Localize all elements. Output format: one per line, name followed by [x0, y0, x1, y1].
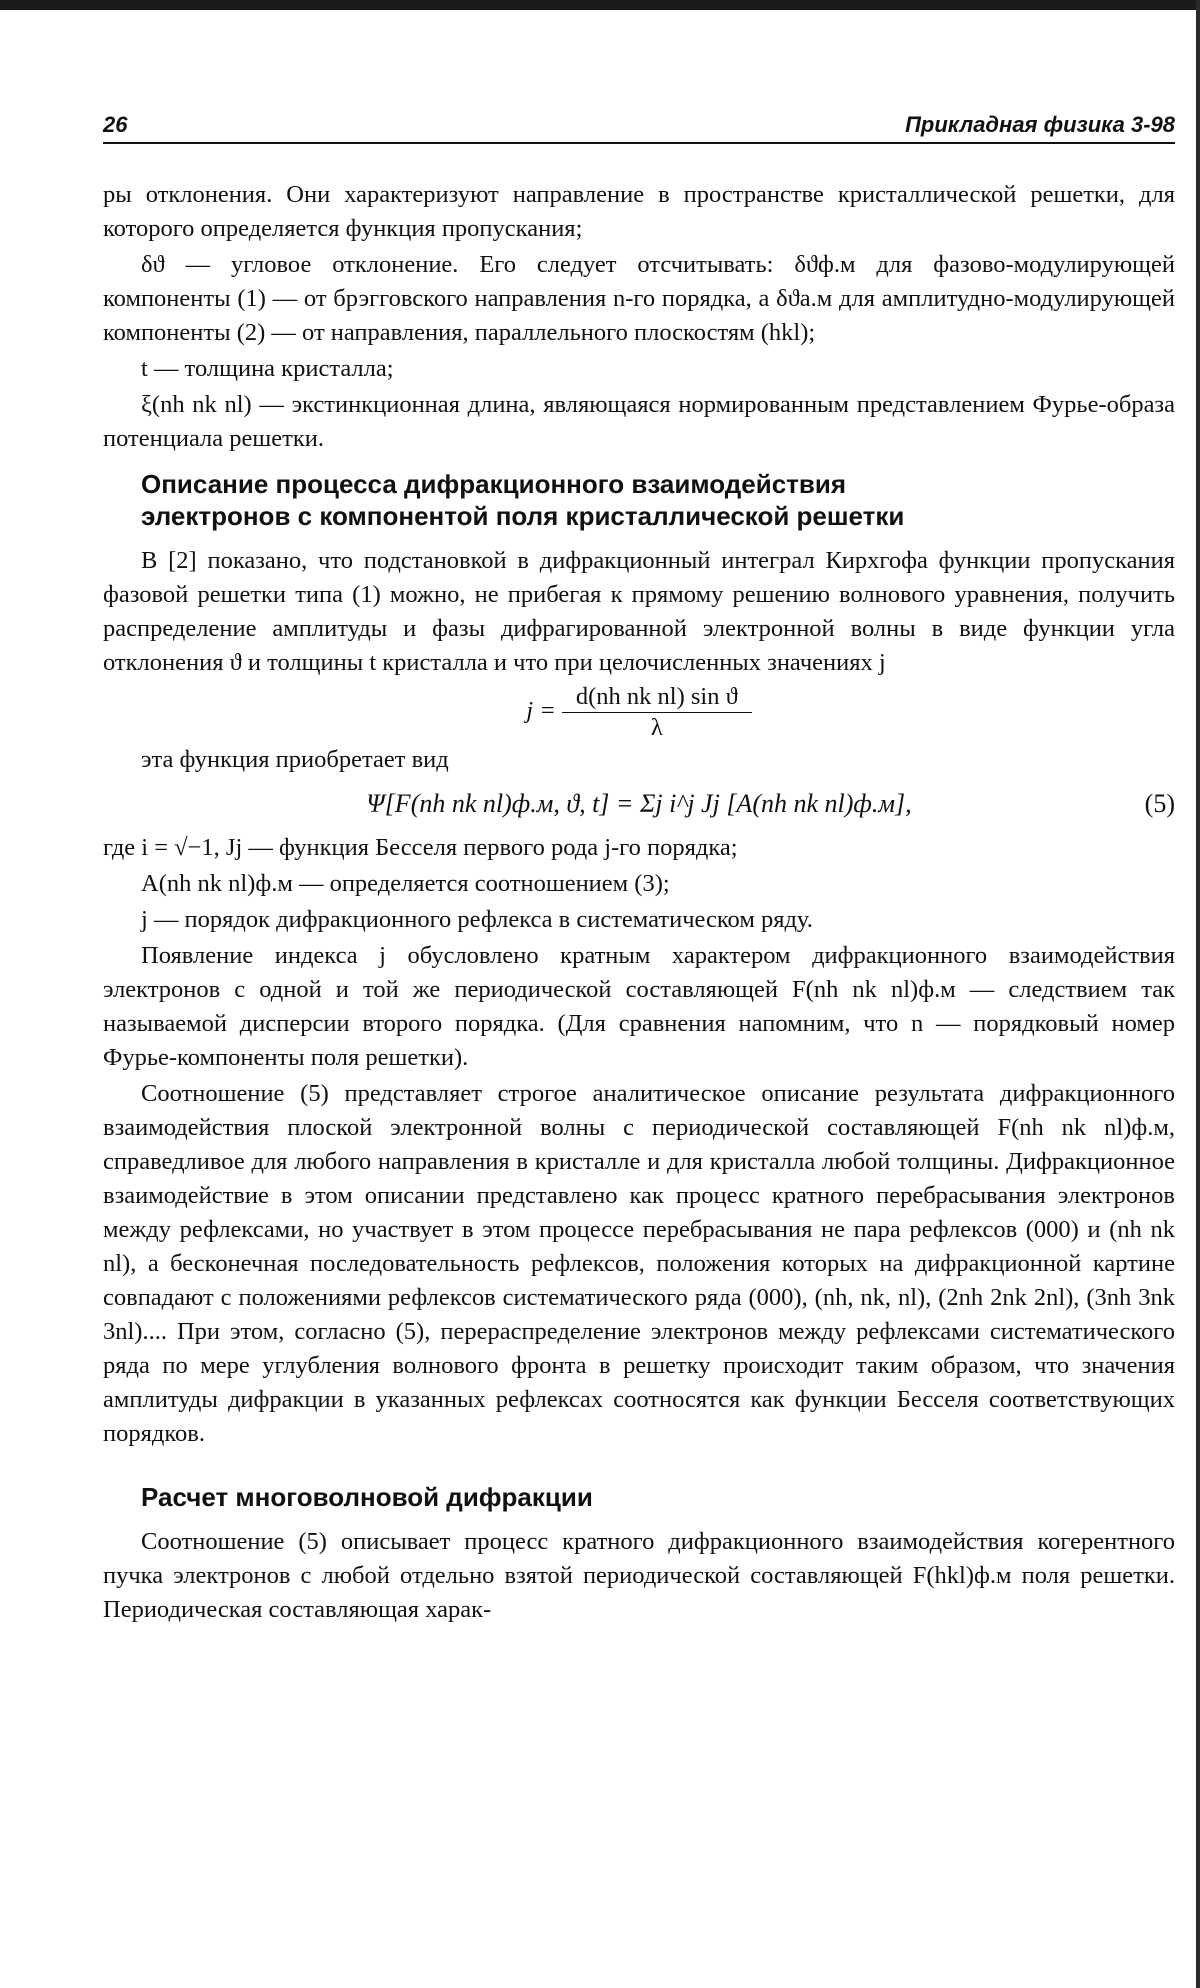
scan-edge-top [0, 0, 1200, 10]
scan-edge-right [1196, 0, 1200, 1988]
running-head [103, 112, 1175, 144]
formula-5-lead: эта функция приобретает вид [141, 746, 449, 773]
article-body [103, 178, 1175, 1627]
section-heading-diffraction [141, 468, 1175, 532]
section1-paragraph-3: Соотношение (5) представляет строгое аналитическое описание результата дифракционного взаимодействия плоской электронной волны с периодической составляющей F(nh nk nl)ф.м, справедливое для любого направления в кристалле и для кристалла любой толщины. Дифракционное взаимодействие в этом описании представлено как процесс кратного перебрасывания электронов между рефлексами, но участвует в этом процессе перебрасывания не пара рефлексов (000) и (nh nk nl), а бесконечная последовательность рефлексов, положения которых на дифракционной картине совпадают с положениями рефлексов систематического ряда (000), (nh, nk, nl), (2nh 2nk 2nl), (3nh 3nk 3nl).... При этом, согласно (5), перераспределение электронов между рефлексами систематического ряда по мере углубления волнового фронта в решетку происходит таким образом, что значения амплитуды дифракции в указанных рефлексах соотносятся как функции Бесселя соответствующих порядков. [103, 1080, 1175, 1447]
where-line-3: j — порядок дифракционного рефлекса в систематическом ряду. [141, 906, 813, 933]
page-number: 26 [103, 112, 128, 137]
formula-5 [103, 787, 1175, 821]
section-heading-multiwave: Расчет многоволновой дифракции [141, 1482, 593, 1512]
section2-paragraph-1: Соотношение (5) описывает процесс кратного дифракционного взаимодействия когерентного пучка электронов с любой отдельно взятой периодической составляющей F(hkl)ф.м поля решетки. Периодическая составляющая харак- [103, 1528, 1175, 1623]
formula-j-fraction [562, 682, 752, 743]
formula-j [103, 682, 1175, 743]
section-heading-line-2: электронов с компонентой поля кристаллической решетки [141, 501, 905, 531]
journal-page [103, 112, 1175, 1629]
journal-title: Прикладная физика 3-98 [905, 112, 1175, 137]
intro-definition-angle: δϑ — угловое отклонение. Его следует отсчитывать: δϑф.м для фазово-модулирующей компоненты (1) — от брэгговского направления n-го порядка, а δϑа.м для амплитудно-модулирующей компоненты (2) — от направления, параллельного плоскостям (hkl); [103, 251, 1175, 346]
formula-j-lhs: j = [526, 697, 556, 725]
intro-paragraph-1: ры отклонения. Они характеризуют направление в пространстве кристаллической решетки, для которого определяется функция пропускания; [103, 181, 1175, 242]
where-line-2: A(nh nk nl)ф.м — определяется соотношением (3); [141, 870, 670, 897]
section-heading-line-1: Описание процесса дифракционного взаимодействия [141, 469, 847, 499]
intro-definition-thickness: t — толщина кристалла; [141, 355, 394, 382]
section1-paragraph-1: В [2] показано, что подстановкой в дифракционный интеграл Кирхгофа функции пропускания фазовой решетки типа (1) можно, не прибегая к прямому решению волнового уравнения, получить распределение амплитуды и фазы дифрагированной электронной волны в виде функции угла отклонения ϑ и толщины t кристалла и что при целочисленных значениях j [103, 547, 1175, 676]
section1-paragraph-2: Появление индекса j обусловлено кратным характером дифракционного взаимодействия электронов с одной и той же периодической составляющей F(nh nk nl)ф.м — следствием так называемой дисперсии второго порядка. (Для сравнения напомним, что n — порядковый номер Фурье-компоненты поля решетки). [103, 942, 1175, 1071]
intro-definition-extinction: ξ(nh nk nl) — экстинкционная длина, являющаяся нормированным представлением Фурье-образа потенциала решетки. [103, 391, 1175, 452]
formula-j-numerator: d(nh nk nl) sin ϑ [562, 682, 752, 713]
where-line-1: где i = √−1, Jj — функция Бесселя первого рода j-го порядка; [103, 834, 738, 861]
formula-5-number: (5) [1144, 789, 1175, 818]
formula-j-denominator: λ [650, 714, 663, 741]
formula-5-expression: Ψ[F(nh nk nl)ф.м, ϑ, t] = Σj i^j Jj [A(nh nk nl)ф.м], [366, 789, 912, 818]
